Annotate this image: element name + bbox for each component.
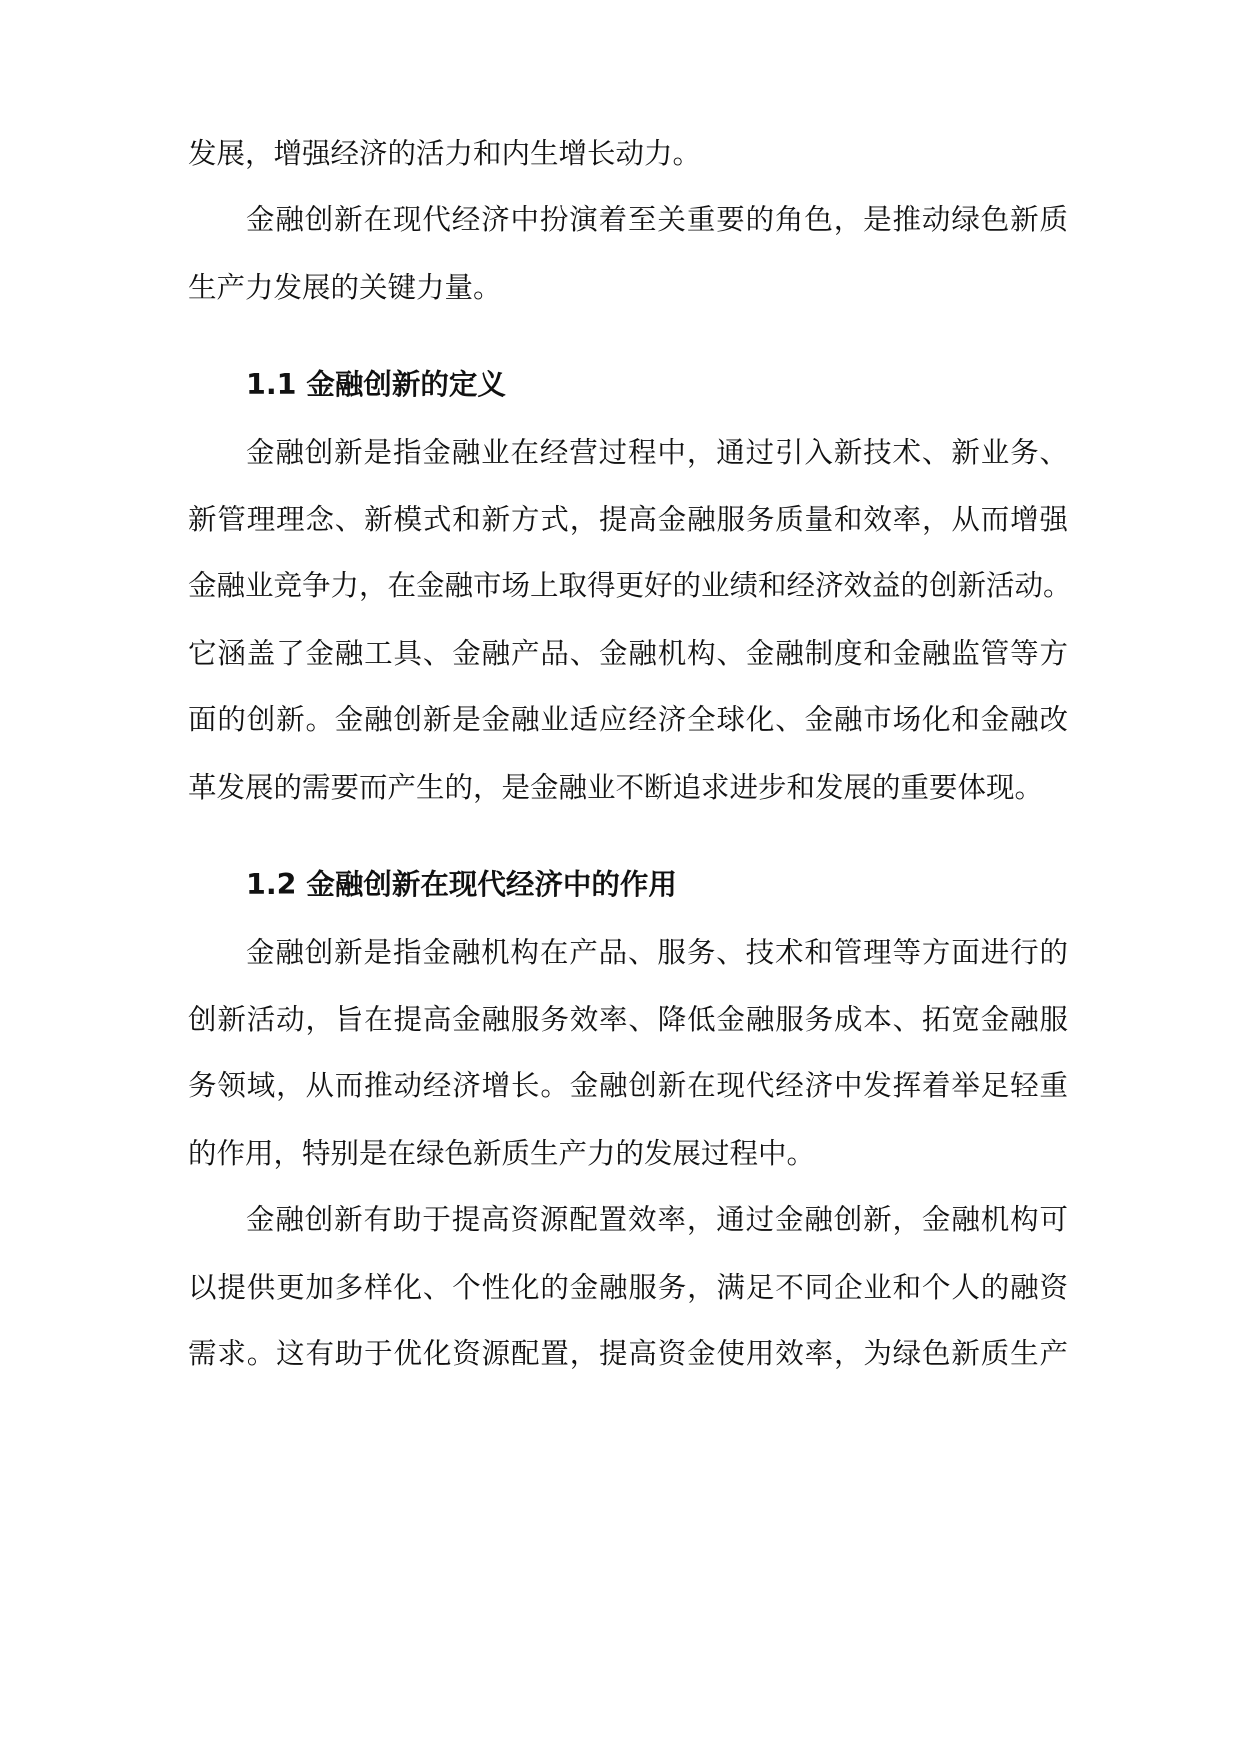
paragraph-line: 需求。这有助于优化资源配置，提高资金使用效率，为绿色新质生产	[188, 1337, 1068, 1370]
paragraph-line: 革发展的需要而产生的，是金融业不断追求进步和发展的重要体现。	[188, 771, 1044, 804]
paragraph-line: 创新活动，旨在提高金融服务效率、降低金融服务成本、拓宽金融服	[188, 1003, 1068, 1036]
paragraph-line: 面的创新。金融创新是金融业适应经济全球化、金融市场化和金融改	[188, 703, 1068, 736]
section-heading: 1.1 金融创新的定义	[246, 368, 506, 401]
paragraph-line: 的作用，特别是在绿色新质生产力的发展过程中。	[188, 1137, 816, 1170]
paragraph-line: 发展，增强经济的活力和内生增长动力。	[188, 137, 702, 170]
paragraph-line: 它涵盖了金融工具、金融产品、金融机构、金融制度和金融监管等方	[188, 637, 1068, 670]
paragraph-line: 金融创新是指金融机构在产品、服务、技术和管理等方面进行的	[246, 936, 1068, 969]
section-heading: 1.2 金融创新在现代经济中的作用	[246, 868, 677, 901]
paragraph-line: 金融创新是指金融业在经营过程中，通过引入新技术、新业务、	[246, 436, 1068, 469]
paragraph-line: 金融创新在现代经济中扮演着至关重要的角色，是推动绿色新质	[246, 203, 1068, 236]
paragraph-line: 新管理理念、新模式和新方式，提高金融服务质量和效率，从而增强	[188, 503, 1068, 536]
paragraph-line: 生产力发展的关键力量。	[188, 271, 502, 304]
paragraph-line: 务领域，从而推动经济增长。金融创新在现代经济中发挥着举足轻重	[188, 1069, 1068, 1102]
paragraph-line: 以提供更加多样化、个性化的金融服务，满足不同企业和个人的融资	[188, 1271, 1068, 1304]
paragraph-line: 金融业竞争力，在金融市场上取得更好的业绩和经济效益的创新活动。	[188, 569, 1072, 602]
paragraph-line: 金融创新有助于提高资源配置效率，通过金融创新，金融机构可	[246, 1203, 1068, 1236]
